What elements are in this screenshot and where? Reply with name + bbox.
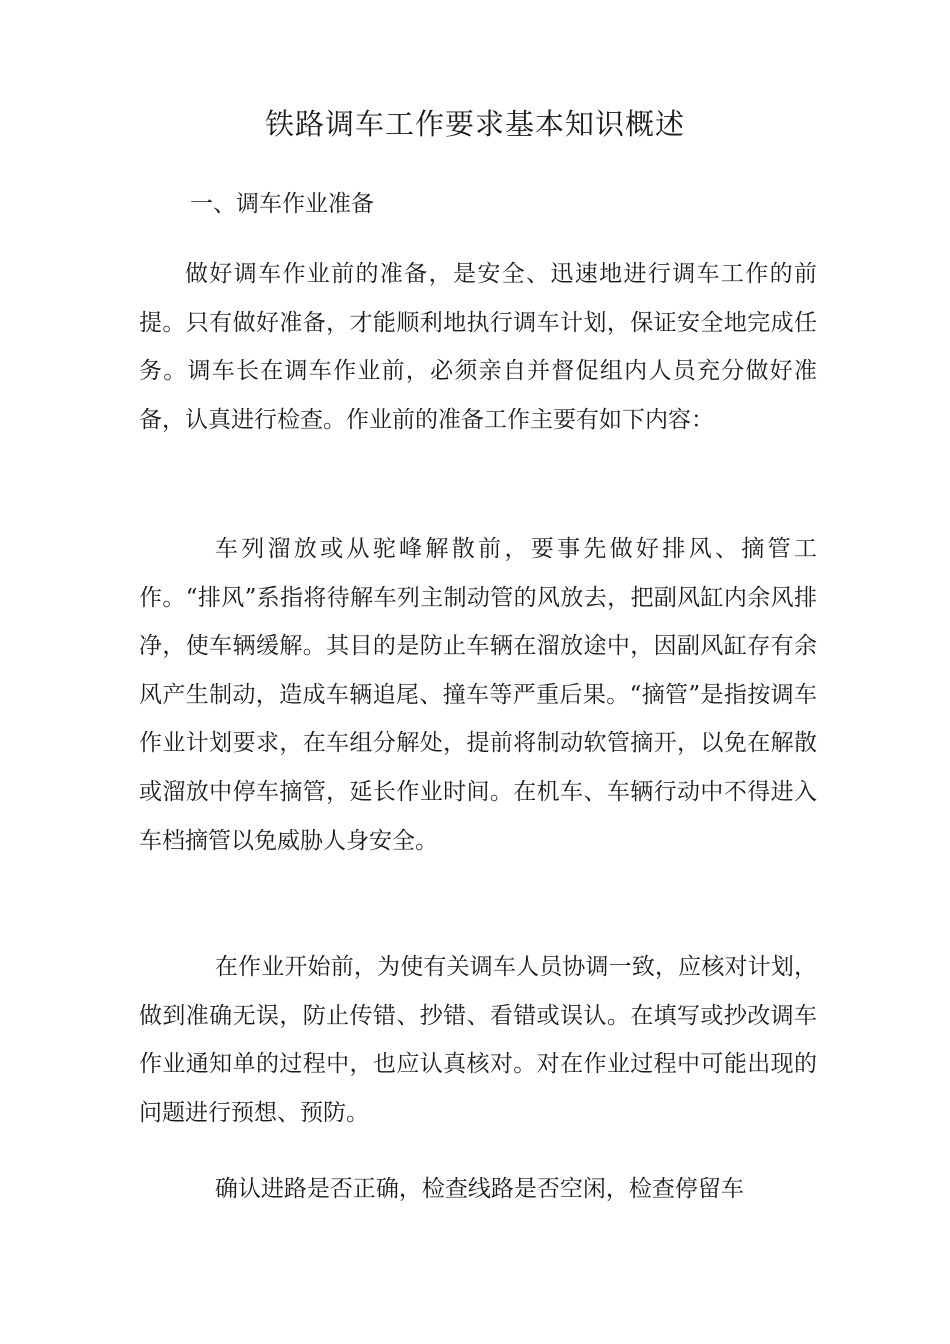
paragraph-air-release-hose: 车列溜放或从驼峰解散前，要事先做好排风、摘管工作。“排风”系指将待解车列主制动管的风放去，把副风缸内余风排净，使车辆缓解。其目的是防止车辆在溜放途中，因副风缸存有余风产生制动，造成车辆追尾、撞车等严重后果。“摘管”是指按调车作业计划要求，在车组分解处，提前将制动软管摘开，以免在解散或溜放中停车摘管，延长作业时间。在机车、车辆行动中不得进入车档摘管以免威胁人身安全。	[139, 536, 817, 854]
paragraph-preparation-intro: 做好调车作业前的准备，是安全、迅速地进行调车工作的前提。只有做好准备，才能顺利地执行调车计划，保证安全地完成任务。调车长在调车作业前，必须亲自并督促组内人员充分做好准备，认真进行检查。作业前的准备工作主要有如下内容：	[139, 261, 817, 433]
section-heading: 一、调车作业准备	[190, 191, 374, 217]
paragraph-route-check: 确认进路是否正确，检查线路是否空闲，检查停留车	[214, 1176, 744, 1202]
paragraph-plan-verification: 在作业开始前，为使有关调车人员协调一致，应核对计划，做到准确无误，防止传错、抄错、看错或误认。在填写或抄改调车作业通知单的过程中，也应认真核对。对在作业过程中可能出现的问题进行预想、预防。	[139, 954, 817, 1126]
document-title: 铁路调车工作要求基本知识概述	[264, 107, 685, 141]
